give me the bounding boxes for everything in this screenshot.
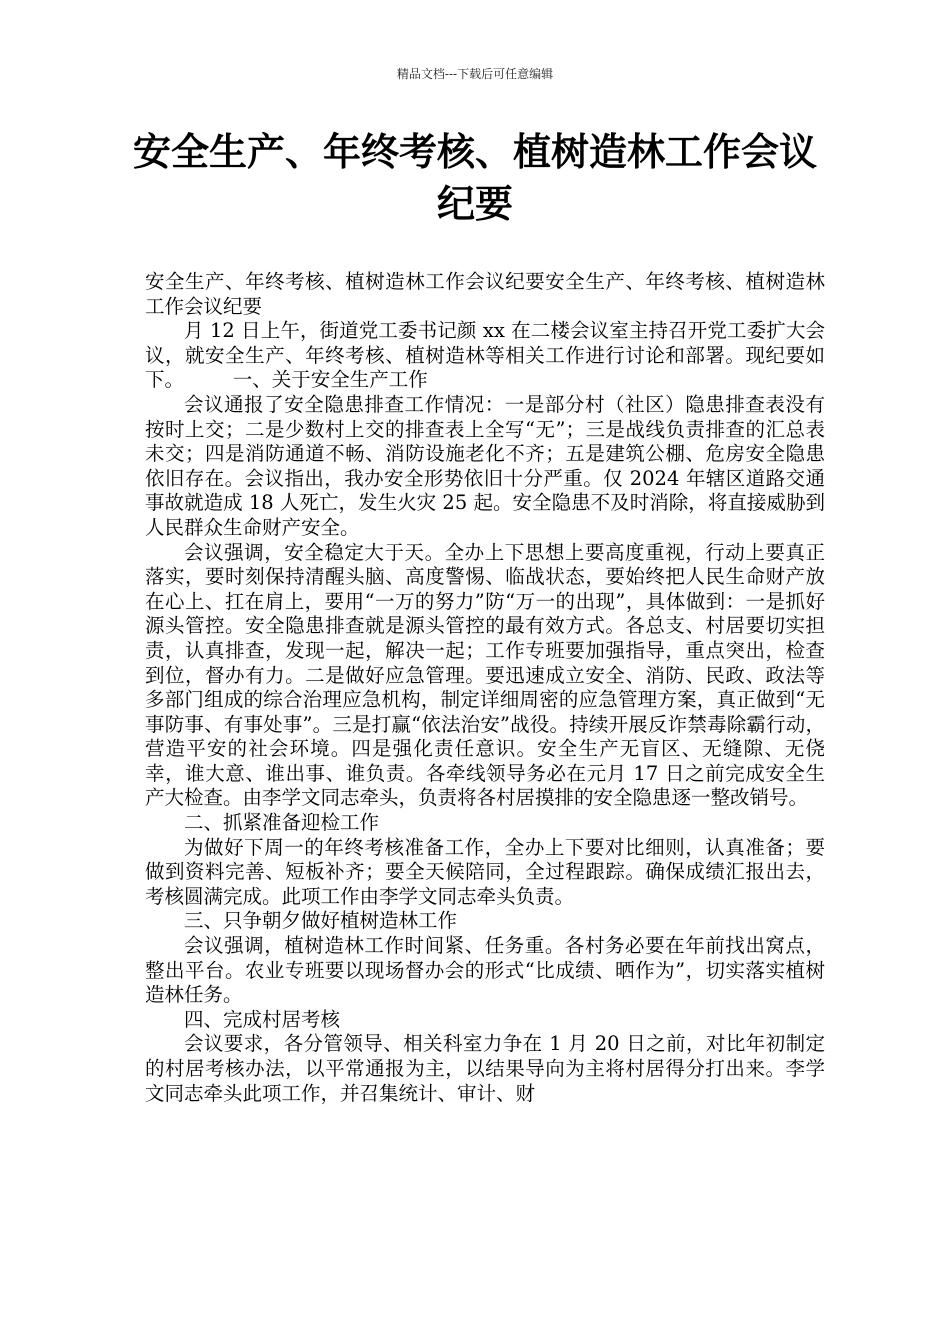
section-heading-afforestation: 三、只争朝夕做好植树造林工作 [184,909,458,933]
section-heading-village-assessment: 四、完成村居考核 [184,1007,341,1031]
inspection-paragraph: 为做好下周一的年终考核准备工作，全办上下要对比细则，认真准备；要做到资料完善、短板补齐；要全天候陪同，全过程跟踪。确保成绩汇报出去，考核圆满完成。此项工作由李学文同志牵头负责。 [145,835,825,908]
safety-emphasis-paragraph: 会议强调，安全稳定大于天。全办上下思想上要高度重视，行动上要真正落实，要时刻保持清醒头脑、高度警惕、临战状态，要始终把人民生命财产放在心上、扛在肩上，要用“一万的努力”防“万一的出现”，具体做到：一是抓好源头管控。安全隐患排查就是源头管控的最有效方式。各总支、村居要切实担责，认真排查，发现一起，解决一起；工作专班要加强指导，重点突出，检查到位，督办有力。二是做好应急管理。要迅速成立安全、消防、民政、政法等多部门组成的综合治理应急机构，制定详细周密的应急管理方案，真正做到“无事防事、有事处事”。三是打赢“依法治安”战役。持续开展反诈禁毒除霸行动，营造平安的社会环境。四是强化责任意识。安全生产无盲区、无缝隙、无侥幸，谁大意、谁出事、谁负责。各牵线领导务必在元月 17 日之前完成安全生产大检查。由李学文同志牵头，负责将各村居摸排的安全隐患逐一整改销号。 [145,540,825,810]
section-heading-inspection: 二、抓紧准备迎检工作 [184,811,380,835]
document-title: 安全生产、年终考核、植树造林工作会议纪要 [132,130,817,226]
document-body [145,270,825,1106]
opening-paragraph: 月 12 日上午，街道党工委书记颜 xx 在二楼会议室主持召开党工委扩大会议，就安全生产、年终考核、植树造林等相关工作进行讨论和部署。现纪要如下。 一、关于安全生产工作 [145,319,825,392]
afforestation-paragraph: 会议强调，植树造林工作时间紧、任务重。各村务必要在年前找出窝点，整出平台。农业专班要以现场督办会的形式“比成绩、晒作为”，切实落实植树造林任务。 [145,934,825,1007]
village-assessment-paragraph: 会议要求，各分管领导、相关科室力争在 1 月 20 日之前，对比年初制定的村居考核办法，以平常通报为主，以结果导向为主将村居得分打出来。李学文同志牵头此项工作，并召集统计、审计、财 [145,1032,825,1105]
intro-paragraph: 安全生产、年终考核、植树造林工作会议纪要安全生产、年终考核、植树造林工作会议纪要 [145,270,825,318]
safety-report-paragraph: 会议通报了安全隐患排查工作情况：一是部分村（社区）隐患排查表没有按时上交；二是少数村上交的排查表上全写“无”；三是战线负责排查的汇总表未交；四是消防通道不畅、消防设施老化不齐；五是建筑公棚、危房安全隐患依旧存在。会议指出，我办安全形势依旧十分严重。仅 2024 年辖区道路交通事故就造成 18 人死亡，发生火灾 25 起。安全隐患不及时消除，将直接威胁到人民群众生命财产安全。 [145,392,825,539]
page-header-note: 精品文档---下载后可任意编辑 [396,67,554,81]
